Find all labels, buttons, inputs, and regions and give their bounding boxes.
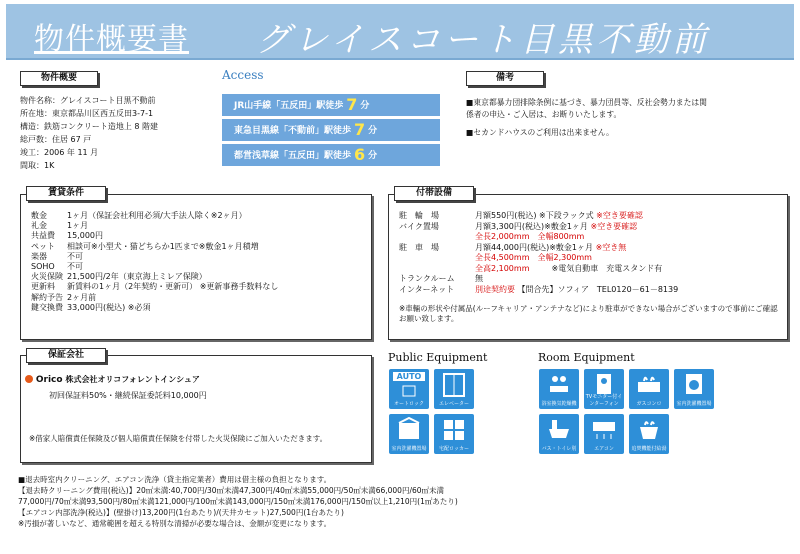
- facilities-note: ※車輛の形状や付属品(ルーフキャリア・アンテナなど)により駐車ができない場合がございますので事前にご確認お願い致します。: [399, 304, 778, 323]
- table-row: 礼金 1ヶ月: [31, 221, 89, 231]
- delivery-box-icon: 宅配ロッカー: [434, 414, 474, 454]
- bike-row: 駐 輪 場 月額550円(税込) ※下段ラック式 ※空き要確認: [399, 211, 643, 220]
- lease-table: [31, 211, 282, 313]
- moto-row: バイク置場 月額3,300円(税込)※敷金1ヶ月 ※空き要確認: [399, 221, 638, 231]
- lease-label: 賃貸条件: [26, 186, 106, 201]
- remarks-label: 備考: [466, 71, 544, 86]
- facilities-label: 付帯設備: [394, 186, 474, 201]
- table-row: 鍵交換費 33,000円(税込) ※必須: [31, 302, 151, 312]
- property-line: 竣工：2006 年 11 月: [20, 148, 99, 157]
- table-row: 火災保険 21,500円/2年（東京海上ミレア保険）: [31, 272, 207, 282]
- remarks-text: ■東京都暴力団排除条例に基づき、暴力団員等、反社会勢力または関 係者の申込・ご入居は、お断りいたします。 ■セカンドハウスのご利用は出来ません。: [466, 98, 707, 137]
- room-equipment-title: Room Equipment: [538, 351, 635, 364]
- access-row: 東急目黒線「不動前」駅徒歩 7 分: [222, 119, 440, 141]
- property-line: 間取：1K: [20, 161, 55, 170]
- walk-minutes: 7: [346, 95, 358, 114]
- orico-logo: Orico 株式会社オリコフォレントインシュア: [25, 374, 200, 385]
- walk-minutes: 7: [354, 120, 366, 139]
- header-banner: [6, 4, 794, 60]
- internet-row: インターネット 別途契約要 【問合先】ソフィア TEL0120－61－8139: [399, 284, 679, 294]
- table-row: 敷金 1ヶ月（保証会社利用必須/大手法人除く※2ヶ月）: [31, 211, 247, 220]
- access-row: JR山手線「五反田」駅徒歩 7 分: [222, 94, 440, 116]
- storage-icon: 室内洗濯機置場: [389, 414, 429, 454]
- walk-minutes: 6: [354, 145, 366, 164]
- water-heater-icon: 追焚機能付給湯: [629, 414, 669, 454]
- table-row: 共益費 15,000円: [31, 231, 103, 241]
- table-row: SOHO 不可: [31, 262, 83, 272]
- bath-toilet-icon: バス・トイレ別: [539, 414, 579, 454]
- property-title: グレイスコート目黒不動前: [256, 20, 710, 60]
- table-row: 解約予告 2ヶ月前: [31, 292, 97, 302]
- access-row: 都営浅草線「五反田」駅徒歩 6 分: [222, 144, 440, 166]
- property-line: 構造：鉄筋コンクリート造地上 8 階建: [20, 122, 159, 131]
- gas-stove-icon: ガスコンロ: [629, 369, 669, 409]
- public-equipment-title: Public Equipment: [388, 351, 488, 364]
- access-title: Access: [222, 68, 264, 82]
- car-row: 駐 車 場 月額44,000円(税込)※敷金1ヶ月 ※空き無: [399, 242, 627, 252]
- lease-panel: [20, 194, 372, 340]
- guarantor-fee: 初回保証料50%・継続保証委託料10,000円: [49, 391, 207, 400]
- elevator-icon: エレベーター: [434, 369, 474, 409]
- bath-dryer-icon: 浴室換気乾燥機: [539, 369, 579, 409]
- property-details: [20, 94, 220, 172]
- property-line: 所在地：東京都品川区西五反田3-7-1: [20, 109, 154, 118]
- table-row: ペット 相談可※小型犬・猫どちらか1匹まで※敷金1ヶ月積増: [31, 241, 259, 251]
- property-line: 総戸数：住居 67 戸: [20, 135, 92, 144]
- orico-mark-icon: [25, 375, 33, 383]
- facilities-panel: 駐 輪 場 月額550円(税込) ※下段ラック式 ※空き要確認 バイク置場 月額3,300円(税込)※敷金1ヶ月 ※空き要確認 全長2,000mm 全幅800mm 駐 車 場 月額44,000円(税込)※敷金1ヶ月 ※空き無 全長4,500mm 全幅2,300mm 全高2,100mm ※電気自動車 充電スタンド有 トランクルーム 無 インターネット 別途契約要 【問合先】ソフィア TEL0120－61－8139 ※車輛の形状や付属品(ルーフキャリア・アンテナなど)により駐車ができない場合がございますので事前にご確認お願い致します。: [388, 194, 788, 340]
- trunk-row: トランクルーム 無: [399, 274, 483, 283]
- bottom-notes: ■退去時室内クリーニング、エアコン洗浄（貸主指定業者）費用は借主様の負担となります。 【退去時クリーニング費用(税込)】20㎡未満:40,700円/30㎡未満47,300円/40㎡未満55,000円/50㎡未満66,000円/60㎡未満 77,000円/70㎡未満93,500円/80㎡未満121,000円/100㎡未満143,000円/150㎡未満176,000円/150㎡以上1,210円(1㎡あたり) 【エアコン内部洗浄(税込)】(壁掛け)13,200円(1台あたり)/(天井カセット)27,500円(1台あたり) ※汚損が著しいなど、通常範囲を超える特別な清掃が必要な場合は、金額が変更になります。: [18, 475, 458, 528]
- property-label: 物件概要: [20, 71, 98, 86]
- property-line: 物件名称：グレイスコート目黒不動前: [20, 96, 156, 105]
- auto-lock-icon: AUTO オートロック: [389, 369, 429, 409]
- guarantor-panel: [20, 355, 372, 463]
- table-row: 更新料 新賃料の1ヶ月（2年契約・更新可） ※更新事務手数料なし: [31, 282, 279, 292]
- table-row: 楽器 不可: [31, 251, 83, 261]
- aircon-icon: エアコン: [584, 414, 624, 454]
- washer-icon: 室内洗濯機置場: [674, 369, 714, 409]
- doc-title: 物件概要書: [34, 22, 189, 57]
- guarantor-note: ※借家人賠償責任保険及び個人賠償責任保険を付帯した火災保険にご加入いただきます。: [29, 434, 328, 443]
- tv-intercom-icon: TVモニター付インターフォン: [584, 369, 624, 409]
- guarantor-label: 保証会社: [26, 348, 106, 363]
